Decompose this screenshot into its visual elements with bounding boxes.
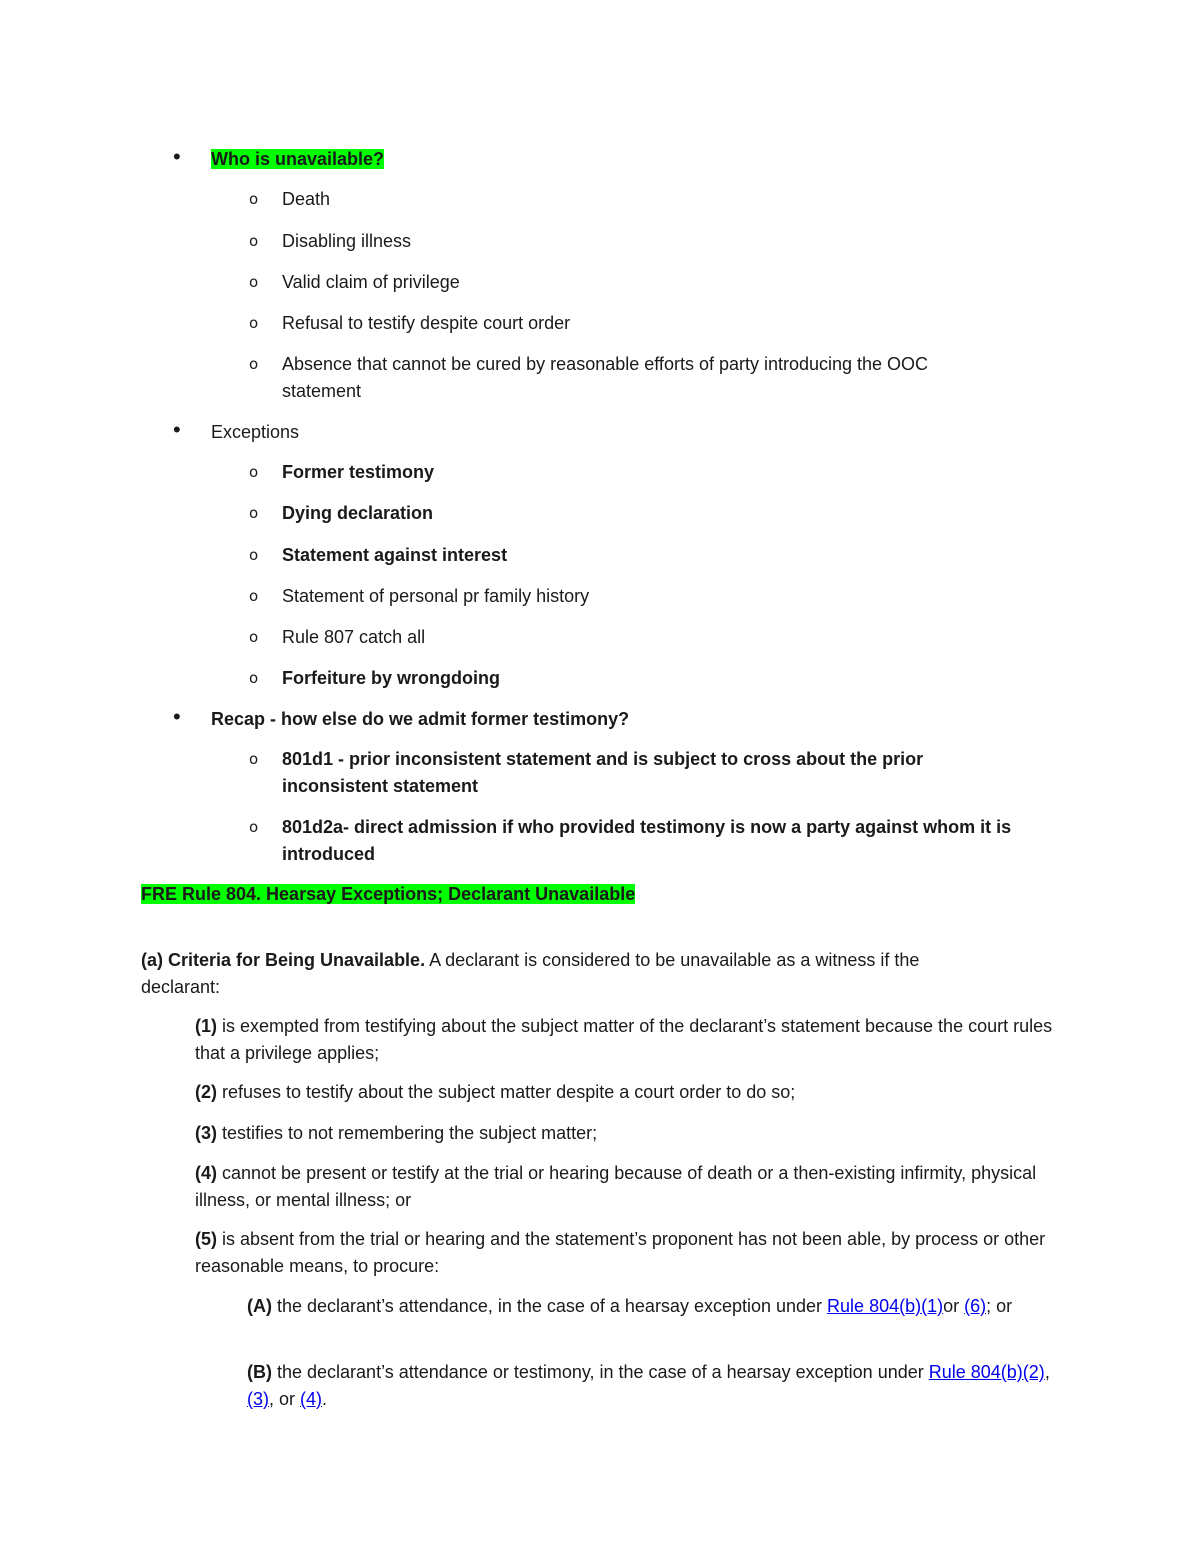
- rule-label: (5): [195, 1229, 217, 1249]
- bullet-heading-exceptions: Exceptions: [211, 422, 300, 442]
- rule-subitem-b: [247, 1359, 1067, 1413]
- rule-text: the declarant’s attendance or testimony, in the case of a hearsay exception under: [272, 1362, 929, 1382]
- circle-bullet-icon: o: [249, 818, 259, 836]
- list-item: Refusal to testify despite court order: [282, 313, 571, 333]
- rule-item-5: [195, 1226, 1075, 1280]
- rule-804b2-link[interactable]: Rule 804(b)(2): [928, 1362, 1045, 1382]
- list-item: Valid claim of privilege: [282, 272, 460, 292]
- list-item: 801d1 - prior inconsistent statement and is subject to cross about the prior inconsistent statement: [282, 749, 924, 796]
- list-item: Statement against interest: [282, 545, 508, 565]
- list-item: Forfeiture by wrongdoing: [282, 668, 500, 688]
- list-item: Rule 807 catch all: [282, 627, 426, 647]
- list-item: Former testimony: [282, 462, 435, 482]
- rule-item-1: [195, 1013, 1075, 1067]
- rule-label: (3): [195, 1123, 217, 1143]
- list-item: Disabling illness: [282, 231, 412, 251]
- circle-bullet-icon: o: [249, 232, 259, 250]
- rule-text: is absent from the trial or hearing and the statement’s proponent has not been able, by process or other reasonable means, to procure:: [195, 1229, 1046, 1276]
- circle-bullet-icon: o: [249, 463, 259, 481]
- rule-text: cannot be present or testify at the trial or hearing because of death or a then-existing infirmity, physical illness, or mental illness; or: [195, 1163, 1037, 1210]
- list-item: Absence that cannot be cured by reasonable efforts of party introducing the OOC statement: [282, 354, 929, 401]
- rule-item-4: [195, 1160, 1075, 1214]
- circle-bullet-icon: o: [249, 669, 259, 687]
- circle-bullet-icon: o: [249, 587, 259, 605]
- rule-label: (A): [247, 1296, 272, 1316]
- rule-item-3: [195, 1120, 1075, 1147]
- rule-label: (a) Criteria for Being Unavailable.: [141, 950, 426, 970]
- rule-text: .: [322, 1389, 328, 1409]
- circle-bullet-icon: o: [249, 504, 259, 522]
- bullet-heading-recap: Recap - how else do we admit former testimony?: [211, 709, 630, 729]
- rule-804b6-link[interactable]: (6): [964, 1296, 987, 1316]
- rule-text: , or: [269, 1389, 301, 1409]
- rule-text: or: [943, 1296, 965, 1316]
- rule-text: is exempted from testifying about the subject matter of the declarant’s statement because the court rules that a privilege applies;: [195, 1016, 1053, 1063]
- rule-title: FRE Rule 804. Hearsay Exceptions; Declarant Unavailable: [141, 884, 636, 904]
- circle-bullet-icon: o: [249, 546, 259, 564]
- circle-bullet-icon: o: [249, 190, 259, 208]
- rule-label: (4): [195, 1163, 217, 1183]
- rule-label: (2): [195, 1082, 217, 1102]
- rule-text: refuses to testify about the subject matter despite a court order to do so;: [217, 1082, 796, 1102]
- rule-text: ,: [1044, 1362, 1050, 1382]
- rule-label: (B): [247, 1362, 272, 1382]
- rule-804b4-link[interactable]: (4): [300, 1389, 323, 1409]
- circle-bullet-icon: o: [249, 273, 259, 291]
- rule-text: the declarant’s attendance, in the case of a hearsay exception under: [272, 1296, 828, 1316]
- list-item: Statement of personal pr family history: [282, 586, 590, 606]
- bullet-heading-unavailable: Who is unavailable?: [211, 149, 385, 169]
- rule-804b3-link[interactable]: (3): [247, 1389, 269, 1409]
- list-item: Death: [282, 189, 331, 209]
- rule-label: (1): [195, 1016, 217, 1036]
- rule-text: testifies to not remembering the subject matter;: [217, 1123, 598, 1143]
- list-item: Dying declaration: [282, 503, 434, 523]
- circle-bullet-icon: o: [249, 314, 259, 332]
- list-item: 801d2a- direct admission if who provided testimony is now a party against whom it is introduced: [282, 817, 1012, 864]
- rule-subitem-a: [247, 1293, 1067, 1320]
- rule-804b1-link[interactable]: Rule 804(b)(1): [827, 1296, 944, 1316]
- bullet-dot: •: [173, 417, 181, 442]
- circle-bullet-icon: o: [249, 355, 259, 373]
- rule-item-2: [195, 1079, 1075, 1106]
- rule-text: ; or: [986, 1296, 1013, 1316]
- rule-paragraph-a: [141, 947, 1001, 1001]
- rule-text: A declarant is considered to be unavailable as a witness if the declarant:: [141, 950, 920, 997]
- circle-bullet-icon: o: [249, 750, 259, 768]
- bullet-dot: •: [173, 144, 181, 169]
- bullet-dot: •: [173, 704, 181, 729]
- circle-bullet-icon: o: [249, 628, 259, 646]
